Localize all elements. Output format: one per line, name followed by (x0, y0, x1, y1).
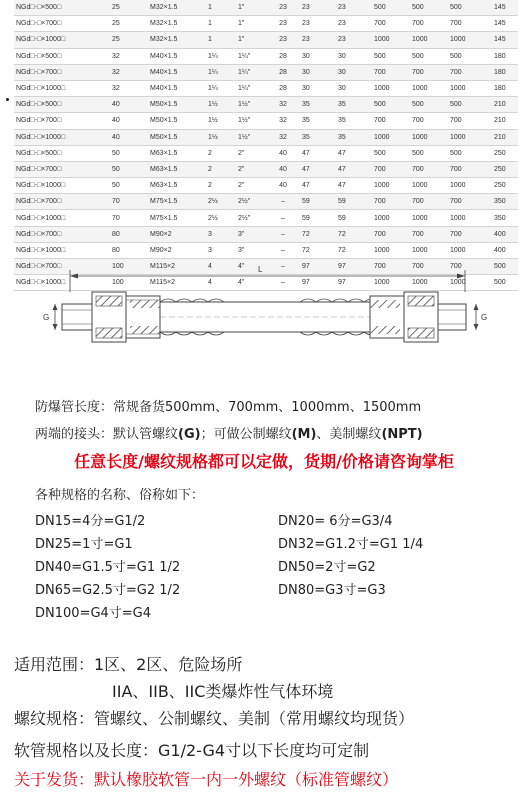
table-cell: 700 (408, 226, 446, 242)
ends-info (35, 423, 423, 442)
size-dn65: DN65=G2.5寸=G2 1/2 (35, 583, 181, 598)
table-cell: 250 (490, 161, 518, 177)
table-cell: 500 (490, 275, 518, 291)
table-cell: 23 (268, 0, 298, 16)
table-cell: 23 (298, 0, 334, 16)
table-cell: 40 (108, 129, 146, 145)
table-cell: 700 (446, 64, 490, 80)
table-cell: 59 (334, 194, 370, 210)
table-cell: 23 (268, 16, 298, 32)
table-cell: 32 (108, 48, 146, 64)
table-cell: 700 (446, 226, 490, 242)
table-cell: 28 (268, 48, 298, 64)
ends-m: (M) (291, 427, 317, 442)
table-cell: 59 (298, 210, 334, 226)
table-cell: 180 (490, 64, 518, 80)
table-cell: 1" (234, 16, 268, 32)
table-cell: 1 (204, 16, 234, 32)
size-dn100: DN100=G4寸=G4 (35, 606, 152, 621)
table-cell: 1000 (370, 32, 408, 48)
table-cell: 72 (298, 242, 334, 258)
table-cell: 2" (234, 145, 268, 161)
table-cell: 80 (108, 242, 146, 258)
table-cell: 500 (446, 0, 490, 16)
custom-order-notice: 任意长度/螺纹规格都可以定做，货期/价格请咨询掌柜 (74, 452, 454, 471)
table-cell: NGd□-□×500□ (14, 0, 108, 16)
table-cell: 1000 (408, 80, 446, 96)
table-row (14, 48, 518, 64)
table-cell: 1 (204, 0, 234, 16)
table-cell: M32×1.5 (146, 0, 204, 16)
table-cell: 500 (446, 48, 490, 64)
table-cell: 32 (268, 97, 298, 113)
table-row (14, 80, 518, 96)
table-cell: 47 (298, 178, 334, 194)
table-cell: 97 (298, 259, 334, 275)
table-cell: 500 (446, 97, 490, 113)
table-cell: 2½ (204, 210, 234, 226)
table-cell: 23 (334, 0, 370, 16)
table-cell: 97 (334, 275, 370, 291)
table-row (14, 16, 518, 32)
hose-spec-line: 软管规格以及长度：G1/2-G4寸以下长度均可定制 (14, 741, 370, 760)
table-cell: 23 (268, 32, 298, 48)
table-cell: 700 (408, 16, 446, 32)
table-cell: 2" (234, 161, 268, 177)
size-dn80: DN80=G3寸=G3 (278, 583, 386, 598)
table-cell: 1000 (408, 129, 446, 145)
table-row (14, 64, 518, 80)
table-cell: 500 (370, 0, 408, 16)
table-cell: 210 (490, 129, 518, 145)
table-cell: M32×1.5 (146, 16, 204, 32)
table-cell: 47 (334, 145, 370, 161)
table-cell: NGd□-□×700□ (14, 226, 108, 242)
table-cell: 47 (334, 178, 370, 194)
table-cell: 700 (446, 259, 490, 275)
table-cell: M63×1.5 (146, 178, 204, 194)
table-cell: 23 (334, 16, 370, 32)
right-thread-label: G (481, 313, 488, 322)
table-cell: 180 (490, 80, 518, 96)
table-cell: 145 (490, 0, 518, 16)
table-cell: NGd□-□×500□ (14, 48, 108, 64)
table-cell: 400 (490, 242, 518, 258)
table-cell: 1000 (370, 210, 408, 226)
table-cell: M90×2 (146, 226, 204, 242)
table-cell: 1000 (446, 32, 490, 48)
size-dn32: DN32=G1.2寸=G1 1/4 (278, 537, 424, 552)
table-cell: 25 (108, 16, 146, 32)
table-cell: 32 (108, 64, 146, 80)
table-cell: 23 (298, 32, 334, 48)
table-cell: 100 (108, 275, 146, 291)
length-label: L (258, 265, 263, 274)
ends-g: (G) (178, 427, 201, 442)
table-cell: – (268, 210, 298, 226)
table-cell: 23 (334, 32, 370, 48)
table-cell: 700 (370, 16, 408, 32)
table-row (14, 97, 518, 113)
table-cell: 1½ (204, 129, 234, 145)
table-cell: 40 (108, 113, 146, 129)
table-cell: 3" (234, 226, 268, 242)
table-cell: M50×1.5 (146, 113, 204, 129)
table-cell: 145 (490, 16, 518, 32)
table-cell: 2½" (234, 210, 268, 226)
table-cell: 2 (204, 178, 234, 194)
table-cell: 35 (298, 97, 334, 113)
table-cell: 23 (298, 16, 334, 32)
table-cell: 30 (298, 48, 334, 64)
table-cell: 700 (446, 161, 490, 177)
table-cell: 3 (204, 242, 234, 258)
table-cell: 1000 (446, 129, 490, 145)
table-cell: 400 (490, 226, 518, 242)
hose-body (160, 302, 370, 332)
table-cell: 32 (108, 80, 146, 96)
table-cell: 700 (446, 194, 490, 210)
table-cell: 50 (108, 161, 146, 177)
table-cell: 72 (334, 242, 370, 258)
table-cell: 1000 (408, 242, 446, 258)
table-cell: 1¼" (234, 80, 268, 96)
size-dn25: DN25=1寸=G1 (35, 537, 133, 552)
table-cell: M40×1.5 (146, 80, 204, 96)
table-cell: 2 (204, 161, 234, 177)
table-cell: 1½" (234, 113, 268, 129)
table-cell: NGd□-□×700□ (14, 113, 108, 129)
table-cell: 180 (490, 48, 518, 64)
table-cell: 1½ (204, 113, 234, 129)
table-cell: NGd□-□×700□ (14, 259, 108, 275)
table-row (14, 129, 518, 145)
table-cell: 1¼" (234, 64, 268, 80)
table-cell: 700 (370, 194, 408, 210)
length-dimension (70, 265, 465, 292)
table-cell: 250 (490, 145, 518, 161)
table-cell: M40×1.5 (146, 64, 204, 80)
table-cell: 500 (446, 145, 490, 161)
table-cell: 59 (298, 194, 334, 210)
table-cell: M115×2 (146, 259, 204, 275)
table-cell: 700 (408, 113, 446, 129)
ends-prefix: 两端的接头：默认管螺纹 (35, 427, 179, 442)
size-dn40: DN40=G1.5寸=G1 1/2 (35, 560, 181, 575)
table-cell: NGd□-□×700□ (14, 16, 108, 32)
table-row (14, 178, 518, 194)
table-cell: 28 (268, 80, 298, 96)
table-cell: 97 (298, 275, 334, 291)
table-cell: 40 (108, 97, 146, 113)
table-cell: M75×1.5 (146, 210, 204, 226)
table-cell: 25 (108, 0, 146, 16)
table-cell: 1¼ (204, 80, 234, 96)
table-cell: 500 (370, 97, 408, 113)
shipping-line: 关于发货：默认橡胶软管一内一外螺纹（标准管螺纹） (14, 770, 399, 789)
table-cell: 80 (108, 226, 146, 242)
scope-line-2: IIA、IIB、IIC类爆炸性气体环境 (112, 682, 334, 701)
table-cell: 700 (446, 113, 490, 129)
table-cell: 32 (268, 129, 298, 145)
ends-npt: (NPT) (381, 427, 423, 442)
table-cell: 1000 (408, 275, 446, 291)
table-row (14, 242, 518, 258)
table-cell: 1¼" (234, 48, 268, 64)
table-cell: M90×2 (146, 242, 204, 258)
table-cell: 40 (268, 145, 298, 161)
bullet-dot (6, 98, 9, 101)
table-row (14, 0, 518, 16)
size-dn50: DN50=2寸=G2 (278, 560, 376, 575)
table-cell: NGd□-□×1000□ (14, 178, 108, 194)
table-cell: M115×2 (146, 275, 204, 291)
table-cell: 1000 (370, 80, 408, 96)
size-dn15: DN15=4分=G1/2 (35, 514, 146, 529)
table-row (14, 145, 518, 161)
table-cell: 1¼ (204, 64, 234, 80)
table-cell: 4" (234, 259, 268, 275)
table-cell: 50 (108, 145, 146, 161)
table-cell: 1000 (370, 178, 408, 194)
table-cell: 700 (408, 64, 446, 80)
table-cell: – (268, 194, 298, 210)
table-cell: NGd□-□×500□ (14, 145, 108, 161)
table-cell: 2 (204, 145, 234, 161)
length-info: 防爆管长度：常规备货500mm、700mm、1000mm、1500mm (35, 400, 422, 415)
table-cell: 35 (334, 113, 370, 129)
table-cell: 145 (490, 32, 518, 48)
table-cell: 47 (298, 145, 334, 161)
table-cell: 30 (298, 64, 334, 80)
table-cell: 700 (370, 113, 408, 129)
table-cell: 35 (298, 113, 334, 129)
table-cell: 2½ (204, 194, 234, 210)
ends-sep: 、美制螺纹 (316, 427, 382, 442)
table-row (14, 210, 518, 226)
table-cell: 500 (490, 259, 518, 275)
table-cell: M40×1.5 (146, 48, 204, 64)
table-cell: 40 (268, 161, 298, 177)
table-cell: NGd□-□×1000□ (14, 80, 108, 96)
table-cell: 50 (108, 178, 146, 194)
table-cell: 1000 (446, 178, 490, 194)
table-cell: – (268, 226, 298, 242)
table-cell: 30 (334, 48, 370, 64)
table-cell: NGd□-□×700□ (14, 64, 108, 80)
table-cell: 35 (298, 129, 334, 145)
table-cell: 35 (334, 129, 370, 145)
table-cell: M32×1.5 (146, 32, 204, 48)
table-row (14, 113, 518, 129)
table-cell: M75×1.5 (146, 194, 204, 210)
table-cell: 4 (204, 275, 234, 291)
table-cell: 72 (298, 226, 334, 242)
table-row (14, 226, 518, 242)
table-cell: 1" (234, 0, 268, 16)
table-cell: 35 (334, 97, 370, 113)
table-cell: 1000 (370, 275, 408, 291)
size-dn20: DN20= 6分=G3/4 (278, 514, 393, 529)
table-cell: 210 (490, 97, 518, 113)
table-cell: NGd□-□×1000□ (14, 242, 108, 258)
table-cell: 25 (108, 32, 146, 48)
table-cell: 3 (204, 226, 234, 242)
table-cell: 500 (370, 48, 408, 64)
table-cell: 100 (108, 259, 146, 275)
table-cell: 700 (370, 64, 408, 80)
table-cell: 2½" (234, 194, 268, 210)
table-cell: 500 (408, 145, 446, 161)
table-cell: 30 (298, 80, 334, 96)
table-cell: 1000 (370, 129, 408, 145)
table-cell: NGd□-□×500□ (14, 97, 108, 113)
left-thread-label: G (43, 313, 50, 322)
table-cell: 32 (268, 113, 298, 129)
table-row (14, 32, 518, 48)
table-cell: 350 (490, 194, 518, 210)
table-cell: 4" (234, 275, 268, 291)
spec-table (14, 0, 518, 291)
table-cell: 700 (408, 259, 446, 275)
table-cell: 30 (334, 80, 370, 96)
table-cell: 3" (234, 242, 268, 258)
table-cell: 500 (408, 48, 446, 64)
table-cell: 350 (490, 210, 518, 226)
table-cell: 47 (298, 161, 334, 177)
table-cell: 2" (234, 178, 268, 194)
table-cell: 210 (490, 113, 518, 129)
table-row (14, 161, 518, 177)
table-row (14, 194, 518, 210)
table-cell: 1000 (446, 275, 490, 291)
table-cell: 1½" (234, 97, 268, 113)
table-cell: 1000 (446, 80, 490, 96)
table-cell: 1¼ (204, 48, 234, 64)
table-cell: – (268, 259, 298, 275)
names-heading: 各种规格的名称、俗称如下： (35, 488, 205, 503)
table-cell: 70 (108, 210, 146, 226)
table-cell: 500 (370, 145, 408, 161)
table-cell: M63×1.5 (146, 145, 204, 161)
table-cell: M63×1.5 (146, 161, 204, 177)
table-cell: 700 (370, 161, 408, 177)
table-cell: – (268, 275, 298, 291)
table-cell: 1000 (408, 32, 446, 48)
table-cell: M50×1.5 (146, 129, 204, 145)
table-cell: NGd□-□×1000□ (14, 32, 108, 48)
table-cell: NGd□-□×1000□ (14, 129, 108, 145)
table-cell: – (268, 242, 298, 258)
table-cell: M50×1.5 (146, 97, 204, 113)
table-cell: 500 (408, 97, 446, 113)
table-cell: 70 (108, 194, 146, 210)
table-cell: NGd□-□×700□ (14, 161, 108, 177)
table-cell: 700 (370, 226, 408, 242)
table-cell: 30 (334, 64, 370, 80)
table-cell: 250 (490, 178, 518, 194)
table-cell: NGd□-□×700□ (14, 194, 108, 210)
table-cell: 1000 (446, 210, 490, 226)
table-cell: 700 (408, 194, 446, 210)
scope-line-1: 适用范围：1区、2区、危险场所 (14, 655, 243, 674)
table-cell: 72 (334, 226, 370, 242)
table-cell: 1 (204, 32, 234, 48)
table-cell: 1000 (446, 242, 490, 258)
thread-spec-line: 螺纹规格：管螺纹、公制螺纹、美制（常用螺纹均现货） (14, 709, 415, 728)
table-cell: 500 (408, 0, 446, 16)
table-cell: 700 (446, 16, 490, 32)
table-cell: 1" (234, 32, 268, 48)
table-cell: 1000 (370, 242, 408, 258)
table-cell: 700 (408, 161, 446, 177)
table-cell: 1½" (234, 129, 268, 145)
table-cell: 4 (204, 259, 234, 275)
table-cell: 700 (370, 259, 408, 275)
table-cell: NGd□-□×1000□ (14, 275, 108, 291)
table-cell: NGd□-□×1000□ (14, 210, 108, 226)
table-cell: 47 (334, 161, 370, 177)
table-cell: 59 (334, 210, 370, 226)
hose-diagram (0, 262, 528, 380)
table-cell: 97 (334, 259, 370, 275)
table-cell: 1000 (408, 178, 446, 194)
table-cell: 1000 (408, 210, 446, 226)
table-cell: 1½ (204, 97, 234, 113)
table-cell: 40 (268, 178, 298, 194)
ends-mid: ；可做公制螺纹 (200, 427, 292, 442)
table-cell: 28 (268, 64, 298, 80)
